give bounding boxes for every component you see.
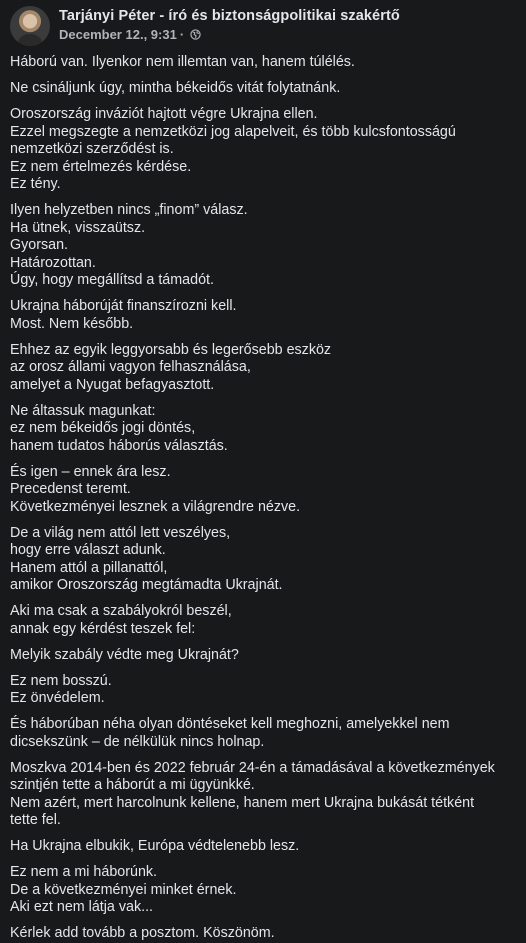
post-text-line: tette fel. <box>10 812 61 828</box>
author-avatar[interactable] <box>10 6 50 46</box>
post-paragraph <box>10 760 516 830</box>
post-text-line: Ukrajna háborúját finanszírozni kell. <box>10 298 237 314</box>
post-paragraph <box>10 80 516 98</box>
post-text-line: És igen – ennek ára lesz. <box>10 463 171 480</box>
post-text-line: szintjén tette a háborút a mi ügyünkké. <box>10 777 255 793</box>
post-text-line: Határozottan. <box>10 254 96 271</box>
post-text-line: Úgy, hogy megállítsd a támadót. <box>10 272 214 288</box>
post-text-line: Ez nem a mi háborúnk. <box>10 864 158 880</box>
meta-separator: · <box>179 27 185 42</box>
post-paragraph <box>10 603 516 638</box>
post-text-line: Gyorsan. <box>10 237 69 253</box>
post-text-line: Kérlek add tovább a posztom. Köszönöm. <box>10 925 275 941</box>
post-header <box>10 6 516 48</box>
post-text-line: Ezzel megszegte a nemzetközi jog alapelveit, és több kulcsfontosságú <box>10 123 456 140</box>
post-text-line: Precedenst teremt. <box>10 481 131 497</box>
post-paragraph <box>10 673 516 708</box>
post-meta: December 12. , 9:31 · <box>59 26 400 43</box>
post-text-line: Ne csináljunk úgy, mintha békeidős vitát folytatnánk. <box>10 80 341 96</box>
author-name[interactable]: Tarjányi Péter - író és biztonságpolitikai szakértő <box>59 8 400 24</box>
post-text-line: Ez tény. <box>10 176 61 192</box>
post-text-line: az orosz állami vagyon felhasználása, <box>10 359 251 375</box>
post-text-line: hanem tudatos háborús választás. <box>10 437 228 454</box>
post-text-line: Oroszország inváziót hajtott végre Ukrajna ellen. <box>10 106 318 122</box>
post-text-line: Háború van. Ilyenkor nem illemtan van, hanem túlélés. <box>10 54 355 70</box>
post-text-line: Következményei lesznek a világrendre nézve. <box>10 498 301 515</box>
post-text-line: Most. Nem később. <box>10 315 134 332</box>
post-text-line: Ez nem értelmezés kérdése. <box>10 158 192 175</box>
post-text-line: Ez önvédelem. <box>10 690 105 706</box>
post-text-line: Ne áltassuk magunkat: <box>10 402 156 419</box>
post-text-line: Ilyen helyzetben nincs „finom” válasz. <box>10 202 248 218</box>
post-text-line: Melyik szabály védte meg Ukrajnát? <box>10 646 239 663</box>
post-paragraph <box>10 342 516 395</box>
post-time[interactable]: 9:31 <box>150 27 177 42</box>
post-text-line: Hanem attól a pillanattól, <box>10 559 168 576</box>
post-paragraph <box>10 464 516 517</box>
post-paragraph <box>10 202 516 290</box>
post-text-line: Aki ma csak a szabályokról beszél, <box>10 603 232 619</box>
post-text-line: ez nem békeidős jogi döntés, <box>10 420 196 436</box>
post-paragraph <box>10 838 516 856</box>
post-text-line: Ez nem bosszú. <box>10 672 112 689</box>
post-text-line: hogy erre választ adunk. <box>10 542 166 558</box>
post-text-line: Nem azért, mert harcolnunk kellene, hanem mert Ukrajna bukását tétként <box>10 794 475 811</box>
post-paragraph <box>10 716 516 751</box>
post-text-line: Aki ezt nem látja vak... <box>10 899 154 915</box>
post-text-line: De a világ nem attól lett veszélyes, <box>10 524 231 541</box>
post-paragraph <box>10 525 516 595</box>
post-text-line: Ha Ukrajna elbukik, Európa védtelenebb lesz. <box>10 838 300 854</box>
post-text-line: amikor Oroszország megtámadta Ukrajnát. <box>10 577 283 593</box>
post-body <box>10 54 516 943</box>
post-text-line: Ha ütnek, visszaütsz. <box>10 219 146 236</box>
post-paragraph <box>10 54 516 72</box>
post-text-line: annak egy kérdést teszek fel: <box>10 620 196 637</box>
post-text-line: És háborúban néha olyan döntéseket kell meghozni, amelyekkel nem <box>10 716 450 732</box>
post-paragraph <box>10 403 516 456</box>
post-text-line: Moszkva 2014-ben és 2022 február 24-én a támadásával a következmények <box>10 759 495 776</box>
post-text-line: amelyet a Nyugat befagyasztott. <box>10 376 215 393</box>
post-header-text <box>59 6 400 43</box>
globe-icon[interactable] <box>190 29 201 40</box>
post-paragraph <box>10 647 516 665</box>
post-paragraph <box>10 106 516 194</box>
post-paragraph <box>10 864 516 917</box>
post-text-line: nemzetközi szerződést is. <box>10 141 174 157</box>
post-text-line: Ehhez az egyik leggyorsabb és legerősebb eszköz <box>10 341 332 358</box>
post-paragraph <box>10 298 516 333</box>
post-paragraph <box>10 925 516 943</box>
post-text-line: dicsekszünk – de nélkülük nincs holnap. <box>10 733 265 750</box>
post-text-line: De a következményei minket érnek. <box>10 881 237 898</box>
post-date[interactable]: December 12. <box>59 27 144 42</box>
